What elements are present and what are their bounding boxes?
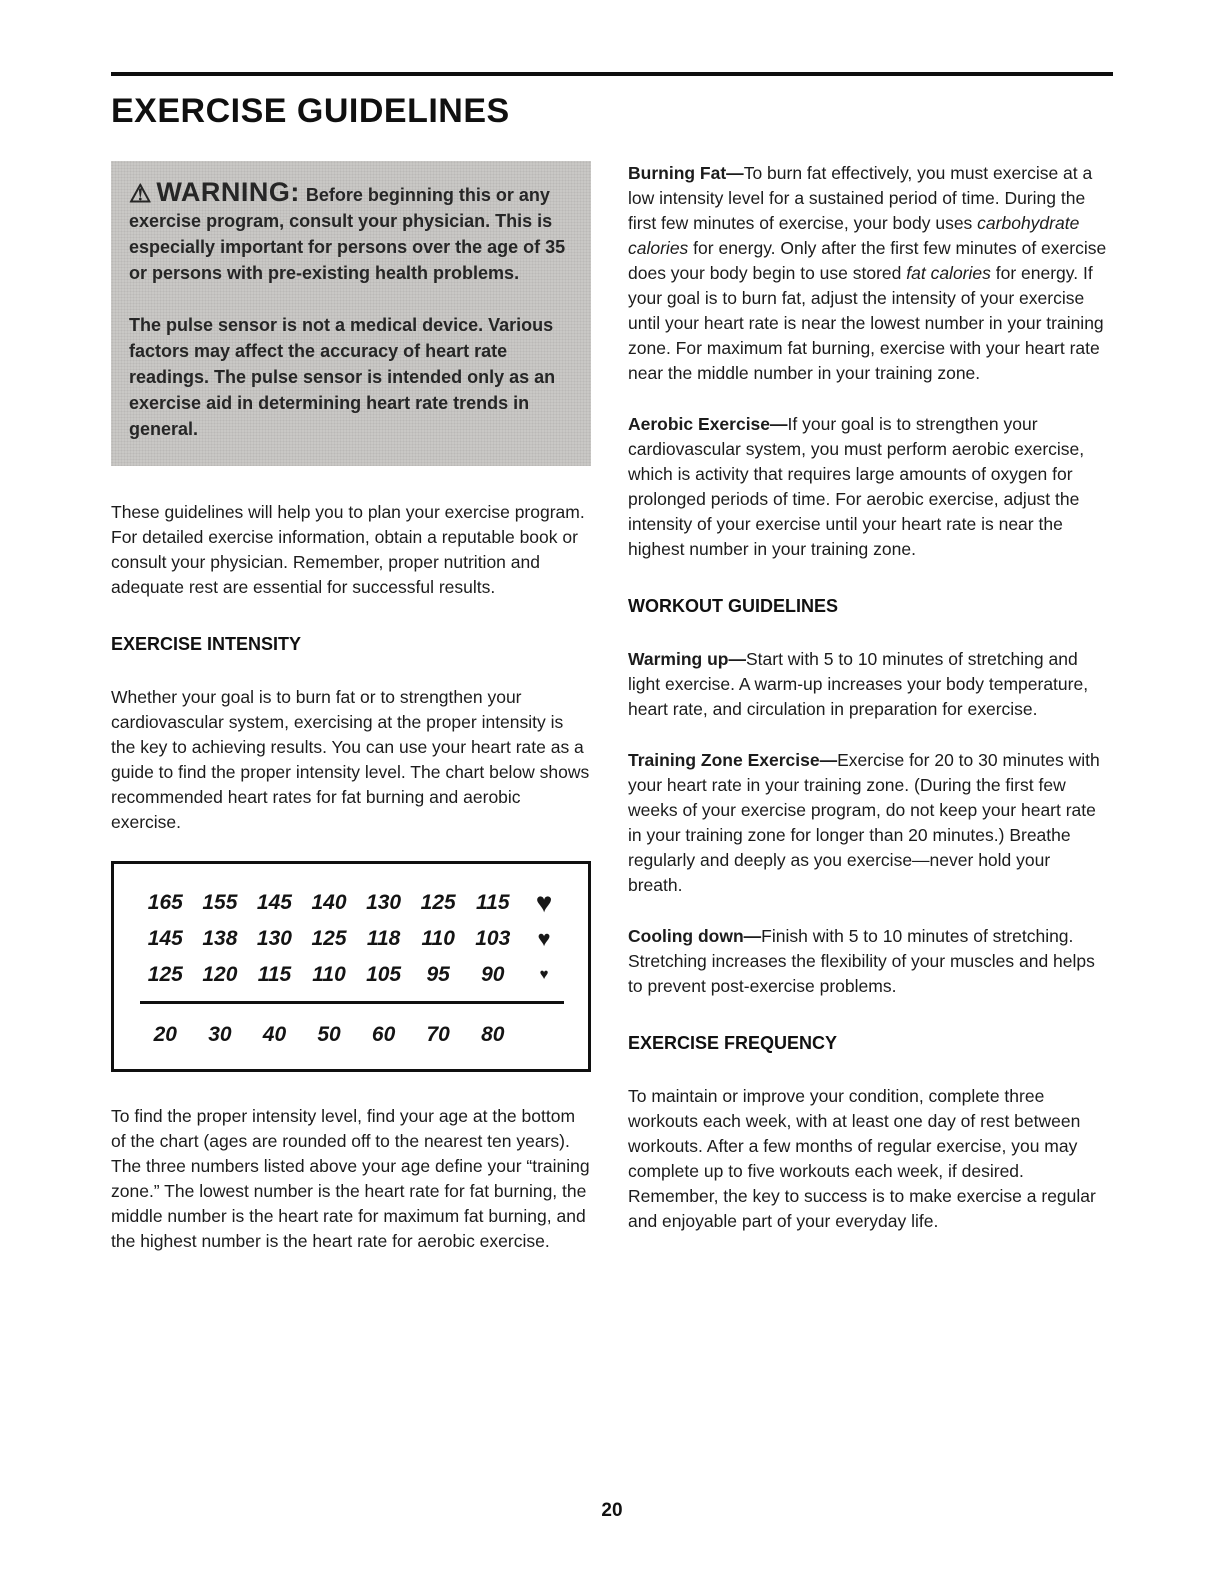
page-number: 20 bbox=[601, 1500, 623, 1521]
cooling-down-lead: Cooling down— bbox=[628, 926, 762, 946]
chart-age-cell: 40 bbox=[262, 1023, 287, 1046]
burning-fat-text: for energy. Only after the first few minutes of exercise does your body begin to use stored bbox=[628, 238, 1107, 283]
chart-cell: 115 bbox=[476, 891, 510, 914]
chart-cell: 130 bbox=[366, 891, 402, 914]
paragraph-warming-up bbox=[628, 647, 1108, 722]
chart-cell: 138 bbox=[202, 927, 238, 950]
chart-cell: 118 bbox=[366, 927, 401, 950]
chart-cell: 95 bbox=[426, 963, 450, 986]
paragraph-cooling-down bbox=[628, 924, 1108, 999]
chart-cell: 115 bbox=[257, 963, 292, 986]
heading-exercise-intensity: EXERCISE INTENSITY bbox=[111, 634, 302, 654]
training-zone-text: Exercise for 20 to 30 minutes with your heart rate in your training zone. (During the first few weeks of your exercise program, do not keep your heart rate in your training zone for longer than 20 minutes.) Breathe regularly and deeply as you exercise—never hold your breath. bbox=[628, 750, 1100, 895]
chart-row-fat-burn bbox=[138, 962, 568, 987]
burning-fat-text: To burn fat effectively, you must exercise at a low intensity level for a sustained period of time. During the first few minutes of exercise, your body uses bbox=[628, 163, 1093, 233]
chart-divider bbox=[140, 1001, 564, 1004]
paragraph-aerobic-exercise bbox=[628, 412, 1108, 562]
paragraph-training-zone bbox=[628, 748, 1108, 898]
chart-row-aerobic bbox=[138, 887, 568, 918]
warming-up-text: Start with 5 to 10 minutes of stretching and light exercise. A warm-up increases your body temperature, heart rate, and circulation in preparation for exercise. bbox=[628, 649, 1089, 719]
chart-cell: 140 bbox=[311, 891, 347, 914]
chart-row-ages bbox=[138, 1022, 568, 1047]
warning-paragraph-1 bbox=[129, 179, 571, 286]
warming-up-lead: Warming up— bbox=[628, 649, 746, 669]
chart-age-cell: 70 bbox=[426, 1023, 450, 1046]
chart-cell: 125 bbox=[420, 891, 456, 914]
chart-age-cell: 50 bbox=[317, 1023, 341, 1046]
chart-age-cell: 80 bbox=[481, 1023, 505, 1046]
heart-icon-large: ♥ bbox=[535, 887, 553, 918]
chart-cell: 110 bbox=[421, 927, 455, 950]
left-column bbox=[111, 161, 591, 1280]
page-title: EXERCISE GUIDELINES bbox=[111, 92, 510, 130]
chart-age-cell: 60 bbox=[371, 1023, 396, 1046]
training-zone-lead: Training Zone Exercise— bbox=[628, 750, 838, 770]
burning-fat-italic-1: carbohydrate calories bbox=[628, 213, 1080, 258]
chart-cell: 120 bbox=[202, 963, 238, 986]
warning-triangle-icon: ⚠ bbox=[129, 180, 152, 208]
warning-box bbox=[111, 161, 591, 466]
chart-cell: 90 bbox=[481, 963, 505, 986]
burning-fat-italic-2: fat calories bbox=[906, 263, 991, 283]
chart-cell: 130 bbox=[256, 927, 292, 950]
intro-paragraph: These guidelines will help you to plan your exercise program. For detailed exercise information, obtain a reputable book or consult your physician. Remember, proper nutrition and adequate rest are essential for successful results. bbox=[111, 502, 585, 597]
heart-rate-chart bbox=[111, 861, 591, 1072]
chart-age-cell: 20 bbox=[153, 1023, 177, 1046]
warning-label: WARNING: bbox=[156, 177, 300, 207]
heart-icon-small: ♥ bbox=[539, 966, 549, 983]
chart-cell: 110 bbox=[312, 963, 346, 986]
warning-paragraph-2: The pulse sensor is not a medical device. Various factors may affect the accuracy of heart rate readings. The pulse sensor is intended only as an exercise aid in determining heart rate trends in general. bbox=[129, 315, 556, 439]
intensity-paragraph: Whether your goal is to burn fat or to strengthen your cardiovascular system, exercising at the proper intensity is the key to achieving results. You can use your heart rate as a guide to find the proper intensity level. The chart below shows recommended heart rates for fat burning and aerobic exercise. bbox=[111, 687, 590, 832]
top-rule bbox=[111, 72, 1113, 76]
chart-cell: 125 bbox=[311, 927, 347, 950]
chart-cell: 105 bbox=[366, 963, 402, 986]
burning-fat-lead: Burning Fat— bbox=[628, 163, 744, 183]
heading-exercise-frequency: EXERCISE FREQUENCY bbox=[628, 1033, 838, 1053]
aerobic-lead: Aerobic Exercise— bbox=[628, 414, 788, 434]
warning-text-1: Before beginning this or any exercise program, consult your physician. This is especially important for persons over the age of 35 or persons with pre-existing health problems. bbox=[129, 185, 566, 283]
heart-icon-medium: ♥ bbox=[537, 926, 551, 951]
chart-cell: 165 bbox=[147, 891, 183, 914]
chart-footer-paragraph: To find the proper intensity level, find your age at the bottom of the chart (ages are rounded off to the nearest ten years). The three numbers listed above your age define your “training zone.” The lowest number is the heart rate for fat burning, the middle number is the heart rate for maximum fat burning, and the highest number is the heart rate for aerobic exercise. bbox=[111, 1106, 590, 1251]
right-column bbox=[628, 161, 1108, 1280]
aerobic-text: If your goal is to strengthen your cardiovascular system, you must perform aerobic exercise, which is activity that requires large amounts of oxygen for prolonged periods of time. For aerobic exercise, adjust the intensity of your exercise until your heart rate is near the highest number in your training zone. bbox=[628, 414, 1085, 559]
heading-workout-guidelines: WORKOUT GUIDELINES bbox=[628, 596, 838, 616]
paragraph-exercise-frequency: To maintain or improve your condition, complete three workouts each week, with at least one day of rest between workouts. After a few months of regular exercise, you may complete up to five workouts each week, if desired. Remember, the key to success is to make exercise a regular and enjoyable part of your everyday life. bbox=[628, 1086, 1096, 1231]
cooling-down-text: Finish with 5 to 10 minutes of stretching. Stretching increases the flexibility of your muscles and helps to prevent post-exercise problems. bbox=[628, 926, 1095, 996]
chart-cell: 155 bbox=[202, 891, 238, 914]
two-column-layout bbox=[111, 161, 1113, 1280]
paragraph-burning-fat bbox=[628, 161, 1108, 386]
chart-age-cell: 30 bbox=[208, 1023, 232, 1046]
chart-cell: 103 bbox=[475, 927, 511, 950]
chart-row-max-fat-burn bbox=[138, 926, 568, 951]
burning-fat-text: for energy. If your goal is to burn fat, adjust the intensity of your exercise until your heart rate is near the lowest number in your training zone. For maximum fat burning, exercise with your heart rate near the middle number in your training zone. bbox=[628, 263, 1104, 383]
chart-cell: 125 bbox=[147, 963, 183, 986]
chart-cell: 145 bbox=[147, 927, 183, 950]
chart-cell: 145 bbox=[256, 891, 292, 914]
